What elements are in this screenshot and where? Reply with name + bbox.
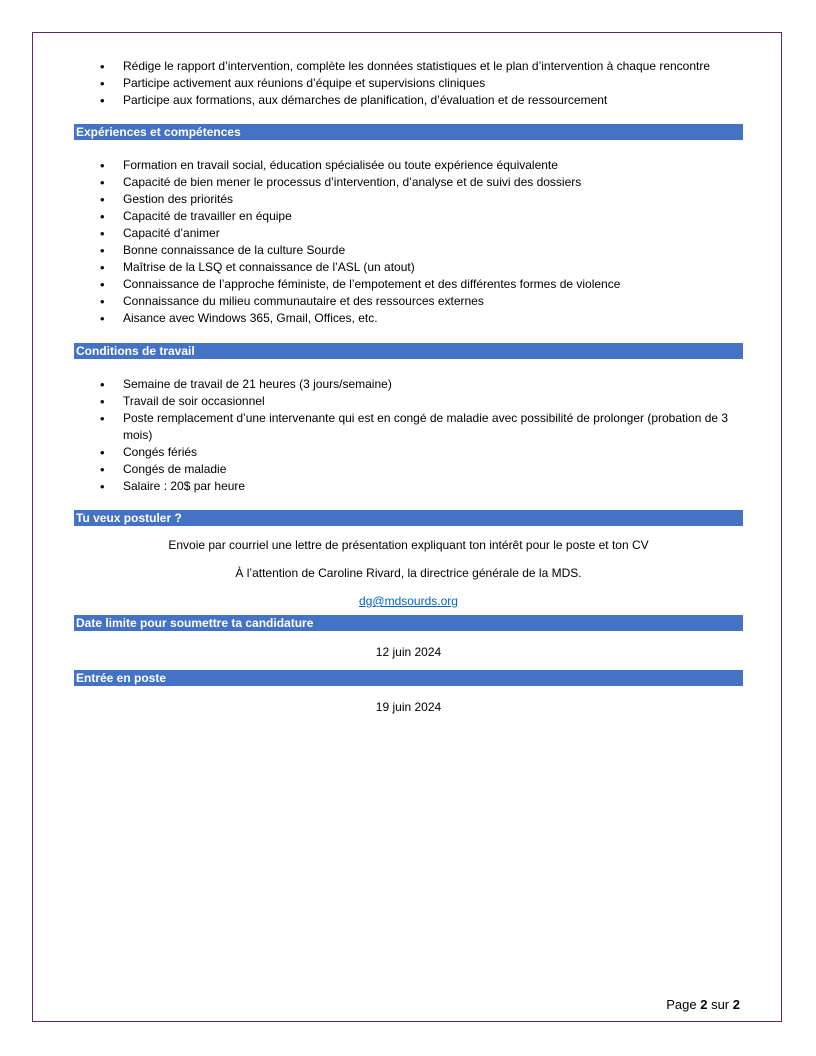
list-item: • Travail de soir occasionnel [74,393,743,410]
list-item: • Congés de maladie [74,461,743,478]
list-item: • Bonne connaissance de la culture Sourde [74,242,743,259]
experience-bullet-list [74,157,743,327]
section-heading-deadline: Date limite pour soumettre ta candidature [74,615,743,631]
apply-attention: À l’attention de Caroline Rivard, la directrice générale de la MDS. [235,566,582,580]
document-body [74,58,743,716]
apply-instructions: Envoie par courriel une lettre de présentation expliquant ton intérêt pour le poste et ton CV [168,538,649,552]
list-item: • Connaissance de l’approche féministe, de l’empotement et des différentes formes de violence [74,276,743,293]
section-heading-apply: Tu veux postuler ? [74,510,743,526]
list-item: • Poste remplacement d’une intervenante qui est en congé de maladie avec possibilité de prolonger (probation de 3 mois) [74,410,743,444]
section-heading-experience: Expériences et compétences [74,124,743,140]
list-item: • Participe aux formations, aux démarches de planification, d’évaluation et de ressourcement [74,92,743,109]
list-item: • Capacité de bien mener le processus d’intervention, d’analyse et de suivi des dossiers [74,174,743,191]
list-item: • Gestion des priorités [74,191,743,208]
list-item: • Salaire : 20$ par heure [74,478,743,495]
list-item: • Congés fériés [74,444,743,461]
contact-email-line [74,593,743,610]
list-item: • Rédige le rapport d’intervention, complète les données statistiques et le plan d’intervention à chaque rencontre [74,58,743,75]
list-item: • Capacité de travailler en équipe [74,208,743,225]
of-label: sur [711,997,730,1012]
list-item: • Connaissance du milieu communautaire et des ressources externes [74,293,743,310]
list-item: • Semaine de travail de 21 heures (3 jours/semaine) [74,376,743,393]
list-item: • Formation en travail social, éducation spécialisée ou toute expérience équivalente [74,157,743,174]
contact-email-link[interactable]: dg@mdsourds.org [359,594,458,608]
list-item: • Maîtrise de la LSQ et connaissance de l’ASL (un atout) [74,259,743,276]
deadline-date: 12 juin 2024 [375,645,442,659]
list-item: • Aisance avec Windows 365, Gmail, Offices, etc. [74,310,743,327]
list-item: • Capacité d’animer [74,225,743,242]
section-heading-start: Entrée en poste [74,670,743,686]
page-number [666,997,740,1012]
conditions-bullet-list [74,376,743,495]
page-total: 2 [732,997,740,1012]
list-item: • Participe activement aux réunions d’équipe et supervisions cliniques [74,75,743,92]
section-heading-conditions: Conditions de travail [74,343,743,359]
page-label: Page [666,997,697,1012]
start-date: 19 juin 2024 [375,700,442,714]
intro-bullet-list [74,58,743,109]
page-current: 2 [700,997,708,1012]
